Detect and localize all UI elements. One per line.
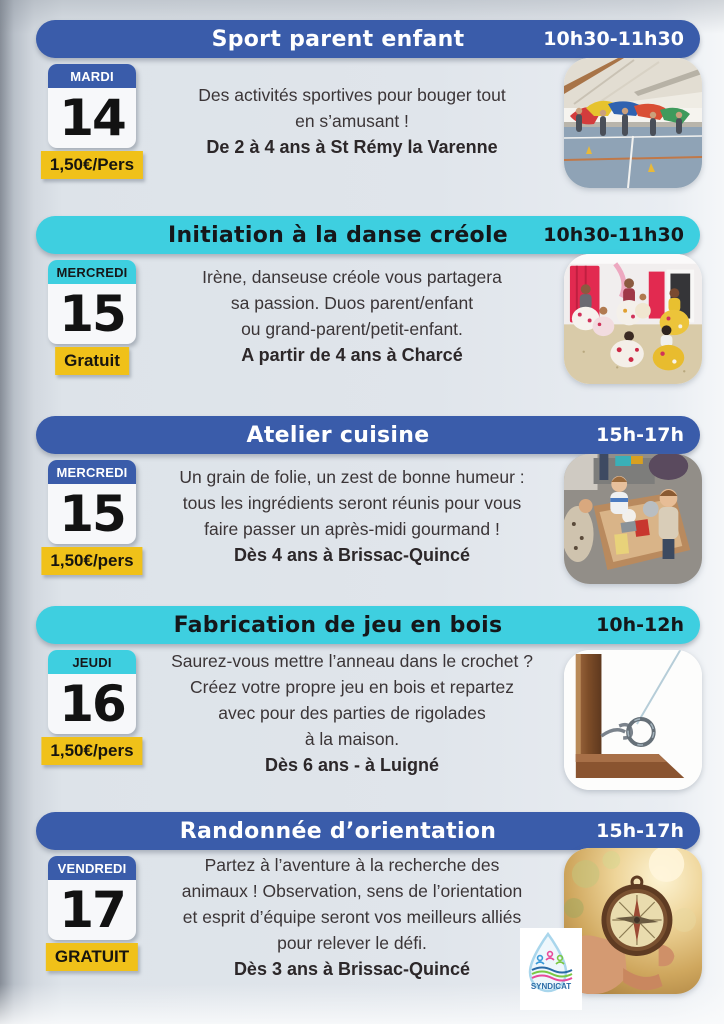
syndicat-logo bbox=[520, 928, 582, 1010]
event-description bbox=[140, 852, 564, 982]
event-time: 15h-17h bbox=[596, 820, 684, 842]
event-title: Sport parent enfant bbox=[211, 26, 465, 52]
description-line: ou grand-parent/petit-enfant. bbox=[241, 319, 463, 339]
event-age-location: De 2 à 4 ans à St Rémy la Varenne bbox=[206, 137, 498, 157]
logo-text: SYNDICAT bbox=[530, 982, 572, 991]
event-title: Fabrication de jeu en bois bbox=[173, 612, 503, 638]
description-line: Partez à l’aventure à la recherche des bbox=[204, 855, 500, 875]
calendar-date-card bbox=[48, 650, 136, 760]
compass-hand-photo bbox=[564, 848, 702, 994]
price-tag: 1,50€/pers bbox=[41, 547, 142, 575]
event-description bbox=[140, 464, 564, 568]
date-number: 15 bbox=[59, 285, 125, 343]
creole-dance-photo bbox=[564, 254, 702, 384]
event-age-location: Dès 3 ans à Brissac-Quincé bbox=[233, 959, 471, 979]
event-banner bbox=[36, 216, 700, 254]
event-time: 10h-12h bbox=[596, 614, 684, 636]
date-number: 14 bbox=[59, 89, 125, 147]
description-line: Créez votre propre jeu en bois et repartez bbox=[190, 677, 514, 697]
description-line: avec pour des parties de rigolades bbox=[218, 703, 486, 723]
description-line: Irène, danseuse créole vous partagera bbox=[202, 267, 502, 287]
weekday-label: MARDI bbox=[48, 64, 136, 88]
description-line: Des activités sportives pour bouger tout bbox=[198, 85, 506, 105]
weekday-label: JEUDI bbox=[48, 650, 136, 674]
price-tag: 1,50€/pers bbox=[41, 737, 142, 765]
event-description bbox=[140, 82, 564, 160]
description-line: Saurez-vous mettre l’anneau dans le crochet ? bbox=[171, 651, 533, 671]
event-banner bbox=[36, 20, 700, 58]
price-tag: GRATUIT bbox=[46, 943, 138, 971]
calendar-date-card bbox=[48, 856, 136, 966]
weekday-label: MERCREDI bbox=[48, 260, 136, 284]
event-description bbox=[140, 648, 564, 778]
date-number: 16 bbox=[59, 675, 125, 733]
event-title: Atelier cuisine bbox=[246, 422, 430, 448]
event-banner bbox=[36, 606, 700, 644]
event-title: Randonnée d’orientation bbox=[179, 818, 497, 844]
description-line: sa passion. Duos parent/enfant bbox=[230, 293, 474, 313]
event-time: 15h-17h bbox=[596, 424, 684, 446]
description-line: à la maison. bbox=[304, 729, 400, 749]
description-line: Un grain de folie, un zest de bonne humeur : bbox=[179, 467, 525, 487]
date-number: 15 bbox=[59, 485, 125, 543]
calendar-date-card bbox=[48, 460, 136, 570]
event-banner bbox=[36, 812, 700, 850]
ring-hook-game-photo bbox=[564, 650, 702, 790]
event-title: Initiation à la danse créole bbox=[167, 222, 509, 248]
weekday-label: MERCREDI bbox=[48, 460, 136, 484]
date-number: 17 bbox=[59, 881, 125, 939]
description-line: animaux ! Observation, sens de l’orientation bbox=[181, 881, 523, 901]
price-tag: Gratuit bbox=[55, 347, 129, 375]
event-time: 10h30-11h30 bbox=[543, 224, 684, 246]
calendar-date-card bbox=[48, 260, 136, 370]
description-line: faire passer un après-midi gourmand ! bbox=[204, 519, 500, 539]
event-age-location: A partir de 4 ans à Charcé bbox=[241, 345, 463, 365]
description-line: en s’amusant ! bbox=[295, 111, 409, 131]
event-banner bbox=[36, 416, 700, 454]
description-line: et esprit d’équipe seront vos meilleurs alliés bbox=[182, 907, 522, 927]
gym-parachute-photo bbox=[564, 58, 702, 188]
description-line: tous les ingrédients seront réunis pour vous bbox=[182, 493, 522, 513]
event-age-location: Dès 4 ans à Brissac-Quincé bbox=[233, 545, 471, 565]
description-line: pour relever le défi. bbox=[277, 933, 427, 953]
price-tag: 1,50€/Pers bbox=[41, 151, 143, 179]
event-time: 10h30-11h30 bbox=[543, 28, 684, 50]
cooking-workshop-photo bbox=[564, 454, 702, 584]
calendar-date-card bbox=[48, 64, 136, 174]
event-age-location: Dès 6 ans - à Luigné bbox=[264, 755, 440, 775]
event-description bbox=[140, 264, 564, 368]
weekday-label: VENDREDI bbox=[48, 856, 136, 880]
